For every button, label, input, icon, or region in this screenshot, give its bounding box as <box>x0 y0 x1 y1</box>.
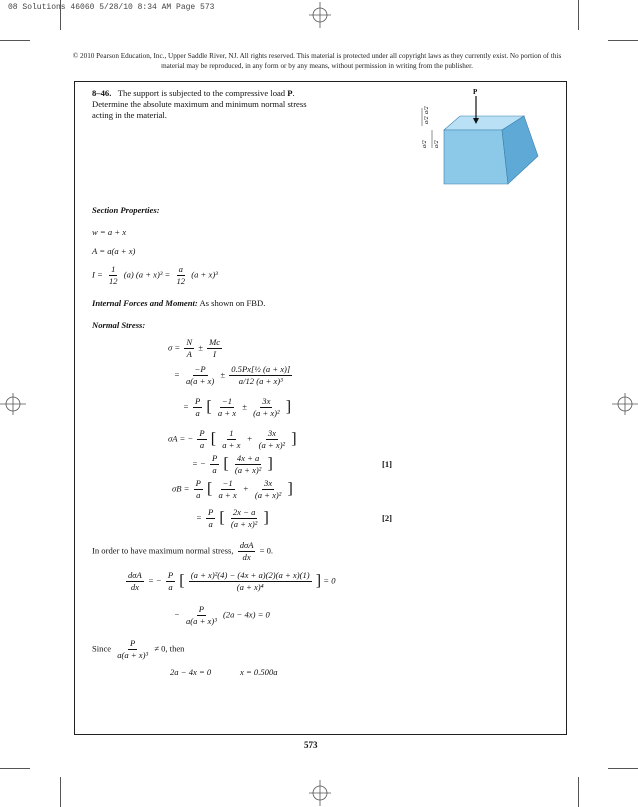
eq-A: A = a(a + x) <box>92 246 136 256</box>
internal-forces-line: Internal Forces and Moment: As shown on FBD. <box>92 298 266 308</box>
crop-mark-left-bottom <box>0 768 30 769</box>
crop-mark-bottom-right <box>578 777 579 807</box>
section-properties-heading: Section Properties: <box>92 205 160 215</box>
problem-text-a: The support is subjected to the compressive load <box>117 88 288 98</box>
eq-sigma-sub: = $\frac{-P}{a(a + x)}$ ± $\frac{\text{0.5Px[½ (a + x)]}}{\text{a/12 (a + x)³}}$ <box>174 364 291 386</box>
registration-mark-bottom <box>309 780 331 806</box>
eq-sigma-general: σ = $\frac{N}{A}$ ± $\frac{Mc}{I}$ <box>168 337 221 359</box>
dim-a-half-2: a/2 <box>424 116 430 124</box>
page-number: 573 <box>304 740 318 750</box>
problem-load: P <box>287 88 293 98</box>
eq-derivative: $\frac{\text{dσA}}{dx}$ = − $\frac{P}{a}$ [ $\frac{\text{(a + x)²(4) − (4x + a)(2)(a + x)(1)}}{\text{(a + x)⁴}}$ ] = 0 <box>128 570 336 592</box>
eq-derivative-simplified: − $\frac{P}{\text{a(a + x)³}}$ (2a − 4x) = 0 <box>174 604 270 626</box>
eq-w: w = a + x <box>92 227 127 237</box>
crop-mark-bottom-left <box>60 777 61 807</box>
dim-a-half-4: a/2 <box>434 140 440 148</box>
dim-a-half-1: a/2 <box>424 106 430 114</box>
eq-sigma-A: σA = − $\frac{P}{a}$ [ $\frac{1}{a + x}$ + $\frac{3x}{\text{(a + x)²}}$ ] <box>168 428 297 450</box>
equation-tag-1: [1] <box>382 459 393 469</box>
support-block-figure <box>404 86 544 190</box>
block-front-face <box>444 130 508 184</box>
registration-mark-right <box>612 393 638 415</box>
since-line: Since $\frac{P}{\text{a(a + x)³}}$ ≠ 0, then <box>92 638 185 660</box>
eq-sigma-A-simplified: = − $\frac{P}{a}$ [ $\frac{4x + a}{\text{(a + x)²}}$ ] <box>192 453 273 475</box>
derivative-condition: In order to have maximum normal stress, $\frac{\text{dσA}}{dx}$ = 0. <box>92 540 274 562</box>
problem-text-b: . Determine the absolute maximum and minimum normal stress acting in the material. <box>92 88 307 120</box>
crop-mark-right-top <box>608 40 638 41</box>
registration-mark-top <box>309 2 331 28</box>
eq-final-x: x = 0.500a <box>240 667 278 677</box>
problem-number: 8–46. <box>92 88 112 98</box>
dim-a-half-3: a/2 <box>422 140 428 148</box>
copyright-notice: © 2010 Pearson Education, Inc., Upper Saddle River, NJ. All rights reserved. This material is protected under all copyright laws as they currently exist. No portion of this material may be reproduced, in any form or by any means, without permission in writing from the publisher. <box>72 52 562 70</box>
problem-statement <box>92 88 314 121</box>
registration-mark-left <box>0 393 26 415</box>
crop-mark-right-bottom <box>608 768 638 769</box>
print-header: 08 Solutions 46060 5/28/10 8:34 AM Page 573 <box>8 3 215 12</box>
equation-tag-2: [2] <box>382 513 393 523</box>
load-label: P <box>473 88 478 96</box>
normal-stress-heading: Normal Stress: <box>92 320 146 330</box>
crop-mark-left-top <box>0 40 30 41</box>
eq-sigma-B-simplified: = $\frac{P}{a}$ [ $\frac{2x - a}{\text{(a + x)²}}$ ] <box>196 507 269 529</box>
eq-I: I = $\frac{1}{12}$ (a) (a + x)³ = $\frac{a}{12}$ (a + x)³ <box>92 264 218 286</box>
eq-sigma-B: σB = $\frac{P}{a}$ [ $\frac{-1}{a + x}$ + $\frac{3x}{\text{(a + x)²}}$ ] <box>172 478 293 500</box>
eq-sigma-factored: = $\frac{P}{a}$ [ $\frac{-1}{a + x}$ ± $\frac{3x}{\text{(a + x)²}}$ ] <box>183 396 292 418</box>
eq-final-a: 2a − 4x = 0 <box>170 667 212 677</box>
crop-mark-top-right <box>578 0 579 30</box>
